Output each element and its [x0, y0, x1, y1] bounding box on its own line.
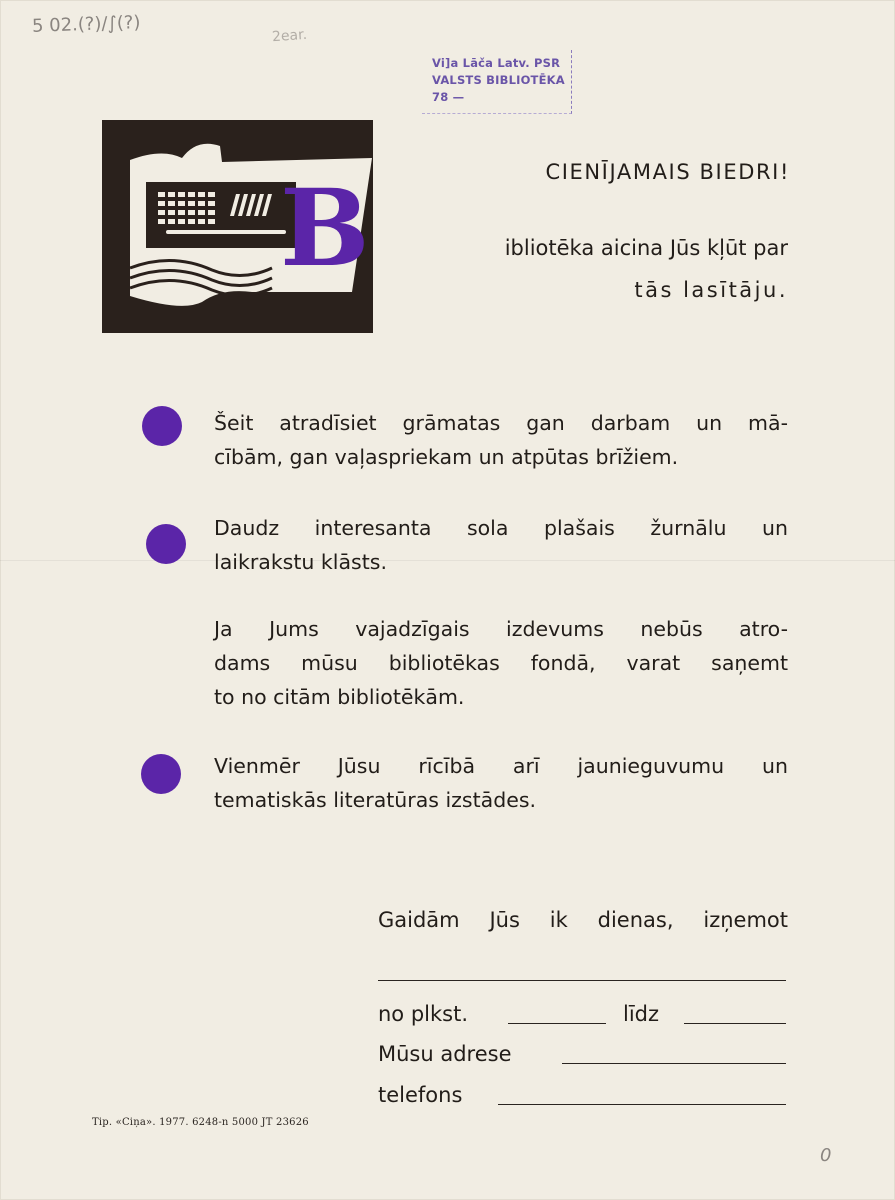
stamp-line-1: Vi]a Lāča Latv. PSR: [432, 56, 561, 70]
list-item-line: dams mūsu bibliotēkas fondā, varat saņemt: [214, 651, 788, 675]
bullet-dot: [142, 406, 182, 446]
list-item-line: Vienmēr Jūsu rīcībā arī jaunieguvumu un: [214, 754, 788, 778]
handwritten-note-bottom: 0: [820, 1145, 832, 1166]
hours-row: [378, 1002, 788, 1032]
handwritten-note-top: 2ear.: [271, 26, 308, 46]
handwritten-note-top-left: 5 02.(?)/∫(?): [31, 12, 141, 37]
address-line: [562, 1063, 786, 1064]
bullet-dot: [146, 524, 186, 564]
list-item-line: Šeit atradīsiet grāmatas gan darbam un mā-: [214, 411, 788, 435]
list-item: [214, 612, 788, 714]
list-item-line: tematiskās literatūras izstādes.: [214, 788, 537, 812]
from-time-line: [508, 1023, 606, 1024]
intro-text: [398, 227, 788, 311]
phone-row: [378, 1083, 788, 1113]
closed-days-line: [378, 980, 786, 981]
phone-line: [498, 1104, 786, 1105]
library-stamp: [422, 50, 572, 114]
list-item: [214, 511, 788, 579]
list-item: [214, 406, 788, 474]
logo-letter: B: [280, 165, 370, 290]
intro-line-2: tās lasītāju.: [634, 278, 788, 302]
list-item-line: laikrakstu klāsts.: [214, 550, 387, 574]
bullet-dot: [141, 754, 181, 794]
list-item: [214, 749, 788, 817]
phone-label: telefons: [378, 1083, 463, 1107]
list-item-line: to no citām bibliotēkām.: [214, 685, 465, 709]
address-label: Mūsu adrese: [378, 1042, 512, 1066]
list-item-line: Ja Jums vajadzīgais izdevums nebūs atro-: [214, 617, 788, 641]
list-item-line: cībām, gan vaļaspriekam un atpūtas brīžiem.: [214, 445, 679, 469]
intro-line-1: ibliotēka aicina Jūs kļūt par: [504, 236, 788, 260]
to-label: līdz: [623, 1002, 660, 1026]
page-title: CIENĪJAMAIS BIEDRI!: [545, 160, 790, 184]
stamp-line-2: VALSTS BIBLIOTĒKA: [432, 73, 565, 87]
from-label: no plkst.: [378, 1002, 469, 1026]
library-logo: [102, 120, 373, 333]
to-time-line: [684, 1023, 786, 1024]
stamp-line-3: 78 —: [432, 90, 465, 104]
printer-imprint: Tip. «Ciņa». 1977. 6248-n 5000 JT 23626: [92, 1117, 309, 1128]
opening-hours-invite: Gaidām Jūs ik dienas, izņemot: [378, 908, 788, 932]
address-row: [378, 1042, 788, 1072]
list-item-line: Daudz interesanta sola plašais žurnālu un: [214, 516, 788, 540]
